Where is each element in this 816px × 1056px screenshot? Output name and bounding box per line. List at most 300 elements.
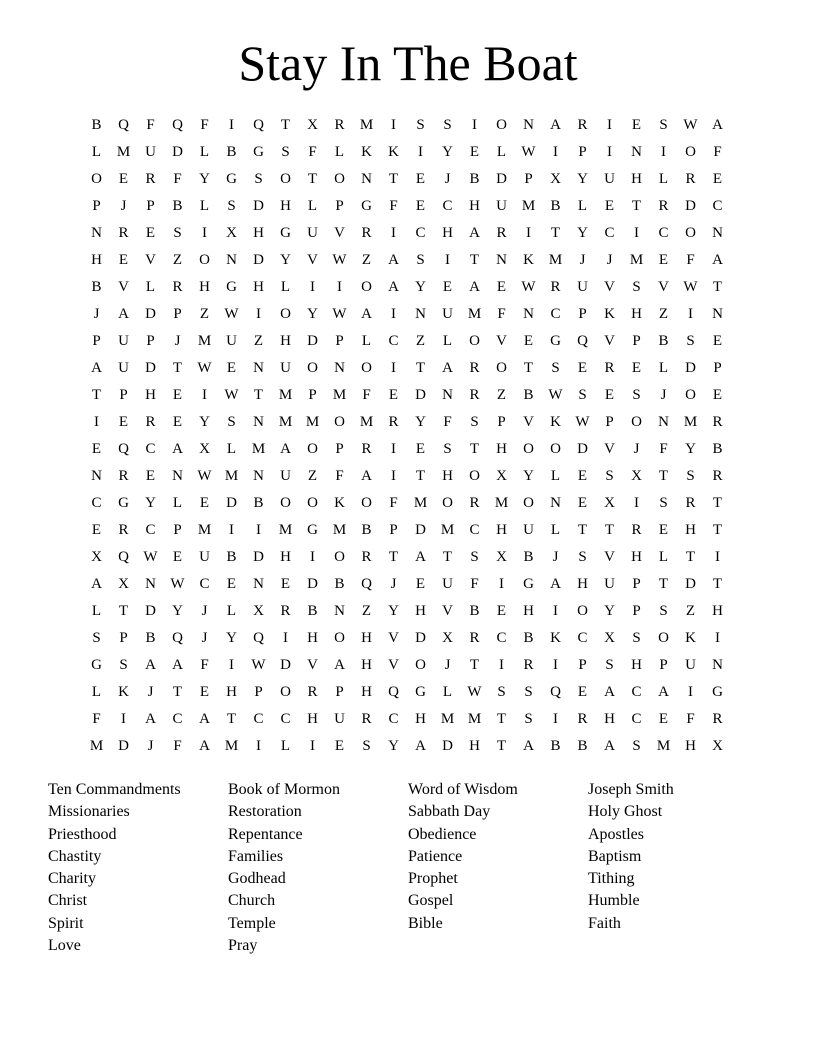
grid-letter[interactable]: G: [226, 279, 237, 295]
grid-letter[interactable]: X: [307, 117, 318, 133]
grid-letter[interactable]: N: [523, 117, 534, 133]
grid-letter[interactable]: F: [173, 738, 182, 754]
grid-letter[interactable]: J: [579, 252, 586, 268]
grid-letter[interactable]: O: [469, 333, 480, 349]
grid-letter[interactable]: Z: [172, 252, 183, 268]
grid-letter[interactable]: T: [658, 468, 669, 484]
grid-letter[interactable]: B: [550, 738, 561, 754]
grid-letter[interactable]: E: [388, 387, 399, 403]
grid-letter[interactable]: P: [578, 306, 587, 322]
grid-letter[interactable]: B: [577, 738, 588, 754]
grid-letter[interactable]: A: [361, 468, 372, 484]
grid-letter[interactable]: W: [332, 306, 347, 322]
grid-letter[interactable]: F: [308, 144, 317, 160]
grid-letter[interactable]: I: [256, 738, 261, 754]
grid-letter[interactable]: F: [92, 711, 101, 727]
grid-letter[interactable]: F: [497, 306, 506, 322]
grid-letter[interactable]: O: [577, 603, 588, 619]
grid-letter[interactable]: K: [523, 252, 534, 268]
grid-letter[interactable]: L: [361, 333, 372, 349]
grid-letter[interactable]: S: [578, 549, 587, 565]
grid-letter[interactable]: I: [391, 468, 396, 484]
grid-letter[interactable]: M: [197, 522, 212, 538]
grid-letter[interactable]: Y: [388, 738, 399, 754]
grid-letter[interactable]: A: [280, 441, 291, 457]
grid-letter[interactable]: S: [281, 144, 290, 160]
grid-letter[interactable]: S: [686, 468, 695, 484]
grid-letter[interactable]: R: [577, 711, 588, 727]
grid-letter[interactable]: P: [119, 630, 128, 646]
grid-letter[interactable]: Y: [388, 603, 399, 619]
grid-letter[interactable]: H: [415, 711, 426, 727]
grid-letter[interactable]: Y: [307, 306, 318, 322]
grid-letter[interactable]: B: [469, 171, 480, 187]
grid-letter[interactable]: W: [683, 279, 698, 295]
grid-letter[interactable]: C: [712, 198, 723, 214]
grid-letter[interactable]: P: [92, 198, 101, 214]
grid-letter[interactable]: E: [658, 711, 669, 727]
grid-letter[interactable]: D: [685, 198, 696, 214]
grid-letter[interactable]: I: [391, 117, 396, 133]
grid-letter[interactable]: T: [712, 495, 723, 511]
grid-letter[interactable]: A: [550, 576, 561, 592]
grid-letter[interactable]: D: [226, 495, 237, 511]
grid-letter[interactable]: W: [467, 684, 482, 700]
grid-letter[interactable]: V: [604, 279, 615, 295]
grid-letter[interactable]: O: [496, 117, 507, 133]
grid-letter[interactable]: L: [199, 144, 210, 160]
grid-letter[interactable]: V: [496, 333, 507, 349]
grid-letter[interactable]: M: [359, 414, 374, 430]
grid-letter[interactable]: W: [197, 468, 212, 484]
grid-letter[interactable]: E: [712, 171, 723, 187]
grid-letter[interactable]: A: [388, 252, 399, 268]
grid-letter[interactable]: N: [334, 603, 345, 619]
grid-letter[interactable]: Z: [361, 603, 372, 619]
grid-letter[interactable]: R: [361, 711, 372, 727]
grid-letter[interactable]: J: [147, 684, 154, 700]
grid-letter[interactable]: Q: [253, 117, 264, 133]
grid-letter[interactable]: I: [688, 684, 693, 700]
grid-letter[interactable]: A: [145, 711, 156, 727]
grid-letter[interactable]: Q: [172, 630, 183, 646]
grid-letter[interactable]: S: [659, 117, 668, 133]
grid-letter[interactable]: Y: [685, 441, 696, 457]
grid-letter[interactable]: T: [91, 387, 102, 403]
grid-letter[interactable]: R: [469, 360, 480, 376]
grid-letter[interactable]: E: [577, 360, 588, 376]
grid-letter[interactable]: M: [521, 198, 536, 214]
grid-letter[interactable]: O: [685, 225, 696, 241]
grid-letter[interactable]: V: [334, 225, 345, 241]
grid-letter[interactable]: N: [523, 306, 534, 322]
grid-letter[interactable]: A: [604, 738, 615, 754]
grid-letter[interactable]: N: [226, 252, 237, 268]
grid-letter[interactable]: F: [200, 657, 209, 673]
grid-letter[interactable]: B: [91, 117, 102, 133]
grid-letter[interactable]: L: [658, 549, 669, 565]
grid-letter[interactable]: E: [415, 576, 426, 592]
grid-letter[interactable]: Q: [118, 441, 129, 457]
grid-letter[interactable]: S: [497, 684, 506, 700]
grid-letter[interactable]: R: [361, 549, 372, 565]
grid-letter[interactable]: I: [310, 738, 315, 754]
grid-letter[interactable]: R: [523, 657, 534, 673]
grid-letter[interactable]: M: [251, 441, 266, 457]
grid-letter[interactable]: E: [172, 414, 183, 430]
grid-letter[interactable]: H: [469, 738, 480, 754]
grid-letter[interactable]: V: [388, 630, 399, 646]
grid-letter[interactable]: F: [389, 198, 398, 214]
grid-letter[interactable]: M: [116, 144, 131, 160]
grid-letter[interactable]: T: [712, 576, 723, 592]
grid-letter[interactable]: H: [307, 630, 318, 646]
grid-letter[interactable]: H: [361, 657, 372, 673]
grid-letter[interactable]: F: [335, 468, 344, 484]
grid-letter[interactable]: S: [659, 603, 668, 619]
grid-letter[interactable]: T: [415, 468, 426, 484]
grid-letter[interactable]: I: [607, 144, 612, 160]
grid-letter[interactable]: P: [308, 387, 317, 403]
grid-letter[interactable]: L: [442, 684, 453, 700]
grid-letter[interactable]: U: [226, 333, 237, 349]
grid-letter[interactable]: M: [359, 117, 374, 133]
grid-letter[interactable]: A: [145, 657, 156, 673]
grid-letter[interactable]: L: [145, 279, 156, 295]
grid-letter[interactable]: N: [712, 657, 723, 673]
grid-letter[interactable]: I: [607, 117, 612, 133]
grid-letter[interactable]: Y: [415, 414, 426, 430]
grid-letter[interactable]: X: [604, 495, 615, 511]
grid-letter[interactable]: R: [118, 468, 129, 484]
grid-letter[interactable]: E: [712, 333, 723, 349]
grid-letter[interactable]: Q: [118, 549, 129, 565]
grid-letter[interactable]: J: [552, 549, 559, 565]
grid-letter[interactable]: K: [388, 144, 399, 160]
grid-letter[interactable]: R: [550, 279, 561, 295]
grid-letter[interactable]: H: [685, 522, 696, 538]
grid-letter[interactable]: B: [712, 441, 723, 457]
grid-letter[interactable]: B: [658, 333, 669, 349]
grid-letter[interactable]: G: [253, 144, 264, 160]
grid-letter[interactable]: D: [145, 360, 156, 376]
grid-letter[interactable]: S: [551, 360, 560, 376]
grid-letter[interactable]: E: [145, 468, 156, 484]
grid-letter[interactable]: T: [307, 171, 318, 187]
grid-letter[interactable]: N: [253, 414, 264, 430]
grid-letter[interactable]: I: [418, 144, 423, 160]
grid-letter[interactable]: T: [415, 360, 426, 376]
grid-letter[interactable]: H: [307, 711, 318, 727]
grid-letter[interactable]: M: [467, 306, 482, 322]
grid-letter[interactable]: J: [444, 657, 451, 673]
grid-letter[interactable]: C: [199, 576, 210, 592]
grid-letter[interactable]: P: [335, 198, 344, 214]
grid-letter[interactable]: O: [523, 441, 534, 457]
grid-letter[interactable]: D: [577, 441, 588, 457]
grid-letter[interactable]: O: [523, 495, 534, 511]
grid-letter[interactable]: I: [283, 630, 288, 646]
grid-letter[interactable]: E: [226, 360, 237, 376]
grid-letter[interactable]: T: [226, 711, 237, 727]
grid-letter[interactable]: A: [415, 549, 426, 565]
grid-letter[interactable]: R: [334, 117, 345, 133]
grid-letter[interactable]: H: [280, 333, 291, 349]
grid-letter[interactable]: P: [335, 333, 344, 349]
grid-letter[interactable]: L: [550, 468, 561, 484]
grid-letter[interactable]: O: [199, 252, 210, 268]
grid-letter[interactable]: N: [253, 468, 264, 484]
grid-letter[interactable]: E: [226, 576, 237, 592]
grid-letter[interactable]: P: [146, 333, 155, 349]
grid-letter[interactable]: L: [226, 603, 237, 619]
grid-letter[interactable]: X: [496, 549, 507, 565]
grid-letter[interactable]: X: [253, 603, 264, 619]
grid-letter[interactable]: P: [389, 522, 398, 538]
grid-letter[interactable]: T: [280, 117, 291, 133]
grid-letter[interactable]: Z: [658, 306, 669, 322]
grid-letter[interactable]: I: [553, 603, 558, 619]
grid-letter[interactable]: P: [605, 414, 614, 430]
grid-letter[interactable]: G: [712, 684, 723, 700]
grid-letter[interactable]: I: [553, 711, 558, 727]
grid-letter[interactable]: B: [550, 198, 561, 214]
grid-letter[interactable]: B: [226, 144, 237, 160]
grid-letter[interactable]: H: [253, 225, 264, 241]
grid-letter[interactable]: N: [361, 171, 372, 187]
grid-letter[interactable]: E: [577, 495, 588, 511]
grid-letter[interactable]: C: [145, 522, 156, 538]
grid-letter[interactable]: M: [224, 468, 239, 484]
grid-letter[interactable]: D: [253, 198, 264, 214]
grid-letter[interactable]: I: [661, 144, 666, 160]
grid-letter[interactable]: U: [199, 549, 210, 565]
grid-letter[interactable]: K: [550, 630, 561, 646]
grid-letter[interactable]: Q: [361, 576, 372, 592]
grid-letter[interactable]: S: [578, 387, 587, 403]
grid-letter[interactable]: X: [226, 225, 237, 241]
grid-letter[interactable]: M: [89, 738, 104, 754]
grid-letter[interactable]: L: [658, 360, 669, 376]
grid-letter[interactable]: E: [280, 576, 291, 592]
grid-letter[interactable]: I: [526, 225, 531, 241]
grid-letter[interactable]: L: [91, 144, 102, 160]
grid-letter[interactable]: T: [496, 711, 507, 727]
grid-letter[interactable]: T: [604, 522, 615, 538]
grid-letter[interactable]: T: [577, 522, 588, 538]
grid-letter[interactable]: R: [712, 711, 723, 727]
grid-letter[interactable]: C: [415, 225, 426, 241]
grid-letter[interactable]: G: [361, 198, 372, 214]
grid-letter[interactable]: Q: [253, 630, 264, 646]
grid-letter[interactable]: N: [145, 576, 156, 592]
grid-letter[interactable]: Z: [253, 333, 264, 349]
grid-letter[interactable]: O: [334, 630, 345, 646]
grid-letter[interactable]: Y: [199, 171, 210, 187]
grid-letter[interactable]: A: [658, 684, 669, 700]
grid-letter[interactable]: P: [146, 198, 155, 214]
grid-letter[interactable]: F: [173, 171, 182, 187]
grid-letter[interactable]: A: [415, 738, 426, 754]
grid-letter[interactable]: I: [229, 657, 234, 673]
grid-letter[interactable]: Y: [172, 603, 183, 619]
grid-letter[interactable]: L: [550, 522, 561, 538]
grid-letter[interactable]: I: [445, 252, 450, 268]
grid-letter[interactable]: L: [226, 441, 237, 457]
grid-letter[interactable]: O: [280, 171, 291, 187]
grid-letter[interactable]: S: [119, 657, 128, 673]
grid-letter[interactable]: P: [632, 576, 641, 592]
grid-letter[interactable]: Y: [577, 225, 588, 241]
grid-letter[interactable]: K: [685, 630, 696, 646]
grid-letter[interactable]: D: [415, 522, 426, 538]
grid-letter[interactable]: P: [173, 522, 182, 538]
grid-letter[interactable]: X: [631, 468, 642, 484]
grid-letter[interactable]: L: [442, 333, 453, 349]
grid-letter[interactable]: V: [604, 333, 615, 349]
grid-letter[interactable]: E: [334, 738, 345, 754]
grid-letter[interactable]: I: [499, 576, 504, 592]
grid-letter[interactable]: I: [256, 306, 261, 322]
grid-letter[interactable]: N: [631, 144, 642, 160]
grid-letter[interactable]: E: [469, 144, 480, 160]
grid-letter[interactable]: H: [91, 252, 102, 268]
grid-letter[interactable]: T: [712, 522, 723, 538]
grid-letter[interactable]: H: [631, 306, 642, 322]
grid-letter[interactable]: V: [658, 279, 669, 295]
grid-letter[interactable]: E: [118, 252, 129, 268]
grid-letter[interactable]: S: [524, 711, 533, 727]
grid-letter[interactable]: M: [548, 252, 563, 268]
grid-letter[interactable]: B: [253, 495, 264, 511]
grid-letter[interactable]: V: [442, 603, 453, 619]
grid-letter[interactable]: S: [443, 441, 452, 457]
grid-letter[interactable]: I: [499, 657, 504, 673]
grid-letter[interactable]: T: [469, 252, 480, 268]
grid-letter[interactable]: L: [280, 279, 291, 295]
grid-letter[interactable]: L: [658, 171, 669, 187]
grid-letter[interactable]: N: [712, 306, 723, 322]
grid-letter[interactable]: S: [632, 279, 641, 295]
grid-letter[interactable]: E: [172, 387, 183, 403]
grid-letter[interactable]: M: [467, 711, 482, 727]
grid-letter[interactable]: W: [143, 549, 158, 565]
grid-letter[interactable]: A: [523, 738, 534, 754]
grid-letter[interactable]: E: [658, 522, 669, 538]
grid-letter[interactable]: Q: [577, 333, 588, 349]
grid-letter[interactable]: M: [440, 522, 455, 538]
grid-letter[interactable]: P: [92, 333, 101, 349]
grid-letter[interactable]: T: [442, 549, 453, 565]
grid-letter[interactable]: C: [280, 711, 291, 727]
grid-letter[interactable]: W: [197, 360, 212, 376]
grid-letter[interactable]: B: [523, 630, 534, 646]
grid-letter[interactable]: T: [712, 279, 723, 295]
grid-letter[interactable]: O: [442, 495, 453, 511]
grid-letter[interactable]: K: [118, 684, 129, 700]
grid-letter[interactable]: S: [443, 117, 452, 133]
grid-letter[interactable]: P: [254, 684, 263, 700]
grid-letter[interactable]: I: [472, 117, 477, 133]
grid-letter[interactable]: F: [686, 252, 695, 268]
grid-letter[interactable]: L: [280, 738, 291, 754]
grid-letter[interactable]: Y: [523, 468, 534, 484]
grid-letter[interactable]: O: [280, 684, 291, 700]
grid-letter[interactable]: D: [253, 549, 264, 565]
grid-letter[interactable]: O: [496, 360, 507, 376]
grid-letter[interactable]: M: [278, 387, 293, 403]
grid-letter[interactable]: S: [632, 387, 641, 403]
grid-letter[interactable]: X: [442, 630, 453, 646]
grid-letter[interactable]: I: [634, 225, 639, 241]
grid-letter[interactable]: E: [118, 171, 129, 187]
grid-letter[interactable]: B: [226, 549, 237, 565]
grid-letter[interactable]: Y: [145, 495, 156, 511]
grid-letter[interactable]: L: [199, 198, 210, 214]
grid-letter[interactable]: S: [92, 630, 101, 646]
grid-letter[interactable]: U: [442, 576, 453, 592]
grid-letter[interactable]: H: [496, 441, 507, 457]
grid-letter[interactable]: H: [361, 684, 372, 700]
grid-letter[interactable]: O: [361, 360, 372, 376]
grid-letter[interactable]: R: [118, 225, 129, 241]
grid-letter[interactable]: D: [172, 144, 183, 160]
grid-letter[interactable]: A: [199, 738, 210, 754]
grid-letter[interactable]: I: [688, 306, 693, 322]
grid-letter[interactable]: F: [659, 441, 668, 457]
grid-letter[interactable]: O: [361, 279, 372, 295]
grid-letter[interactable]: D: [307, 576, 318, 592]
grid-letter[interactable]: C: [631, 684, 642, 700]
grid-letter[interactable]: A: [712, 252, 723, 268]
grid-letter[interactable]: P: [497, 414, 506, 430]
grid-letter[interactable]: H: [604, 711, 615, 727]
grid-letter[interactable]: G: [226, 171, 237, 187]
grid-letter[interactable]: E: [658, 252, 669, 268]
grid-letter[interactable]: T: [550, 225, 561, 241]
grid-letter[interactable]: T: [523, 360, 534, 376]
grid-letter[interactable]: P: [524, 171, 533, 187]
grid-letter[interactable]: G: [523, 576, 534, 592]
grid-letter[interactable]: Q: [118, 117, 129, 133]
grid-letter[interactable]: S: [524, 684, 533, 700]
grid-letter[interactable]: B: [334, 576, 345, 592]
grid-letter[interactable]: U: [604, 171, 615, 187]
grid-letter[interactable]: H: [496, 522, 507, 538]
grid-letter[interactable]: S: [416, 252, 425, 268]
grid-letter[interactable]: C: [91, 495, 102, 511]
grid-letter[interactable]: R: [361, 441, 372, 457]
grid-letter[interactable]: D: [145, 603, 156, 619]
grid-letter[interactable]: A: [469, 279, 480, 295]
grid-letter[interactable]: D: [118, 738, 129, 754]
grid-letter[interactable]: O: [631, 414, 642, 430]
grid-letter[interactable]: N: [253, 576, 264, 592]
grid-letter[interactable]: E: [199, 495, 210, 511]
grid-letter[interactable]: N: [712, 225, 723, 241]
grid-letter[interactable]: L: [91, 603, 102, 619]
grid-letter[interactable]: T: [172, 684, 183, 700]
grid-letter[interactable]: M: [305, 414, 320, 430]
grid-letter[interactable]: V: [604, 441, 615, 457]
grid-letter[interactable]: E: [172, 549, 183, 565]
grid-letter[interactable]: H: [631, 171, 642, 187]
grid-letter[interactable]: C: [442, 198, 453, 214]
grid-letter[interactable]: F: [686, 711, 695, 727]
grid-letter[interactable]: V: [523, 414, 534, 430]
grid-letter[interactable]: C: [145, 441, 156, 457]
grid-letter[interactable]: J: [174, 333, 181, 349]
